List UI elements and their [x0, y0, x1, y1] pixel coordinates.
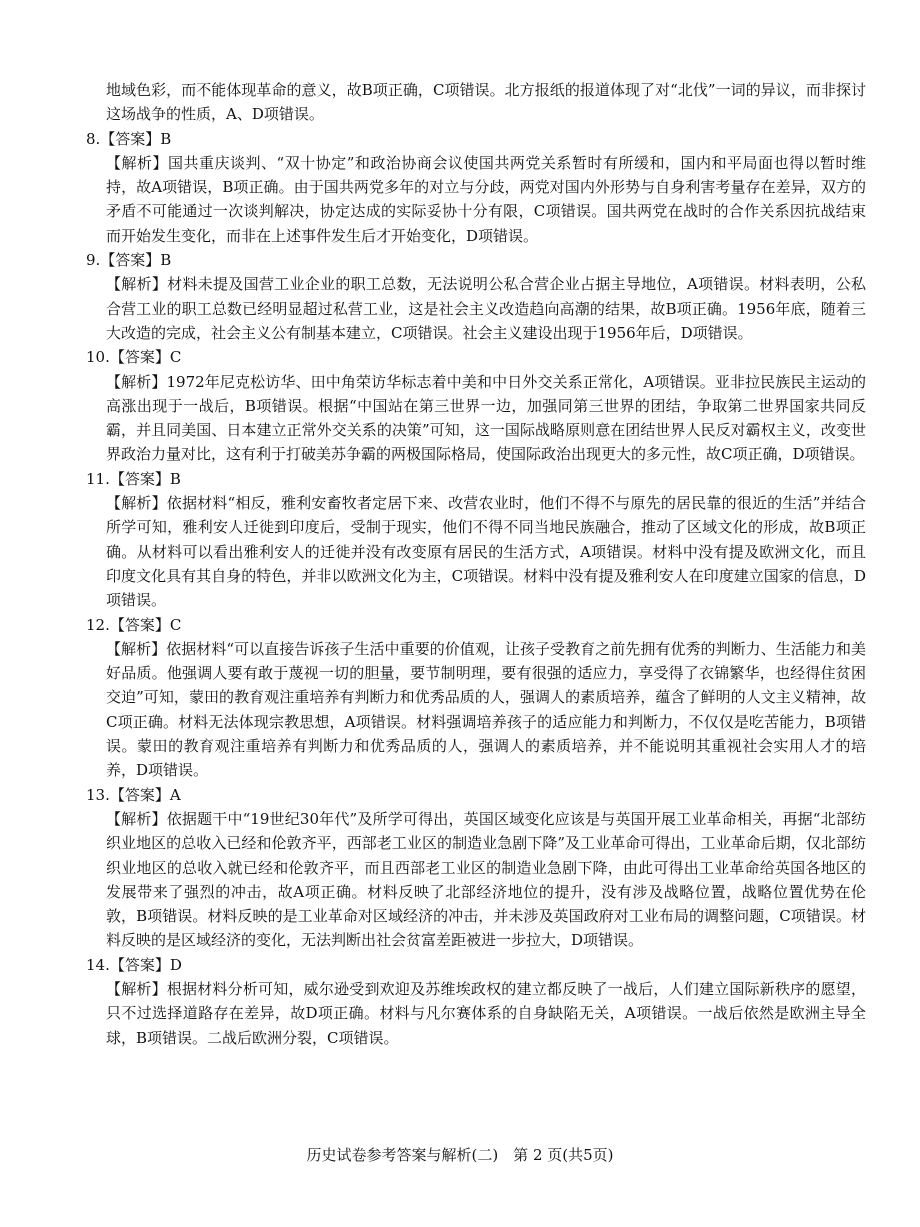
q13-explanation: 【解析】依据题干中“19世纪30年代”及所学可得出，英国区域变化应该是与英国开展工业革命相关，再据“北部纺织业地区的总收入已经和伦敦齐平，西部老工业区的制造业急剧下降”及工业革命可得出，工业革命后期，仅北部纺织业地区的总收入就已经和伦敦齐平，而且西部老工业区的制造业急剧下降，由此可得出工业革命给英国各地区的发展带来了强烈的冲击，故A项正确。材料反映了北部经济地位的提升，没有涉及战略位置，战略位置优势在伦敦，B项错误。材料反映的是工业革命对区域经济的冲击，并未涉及英国政府对工业布局的调整问题，C项错误。材料反映的是区域经济的变化，无法判断出社会贫富差距被进一步拉大，D项错误。 — [106, 809, 866, 950]
q9-answer: 9.【答案】B — [86, 251, 172, 270]
q11-answer: 11.【答案】B — [86, 469, 181, 488]
page-footer: 历史试卷参考答案与解析(二) 第 2 页(共5页) — [306, 1146, 614, 1164]
q12-answer: 12.【答案】C — [86, 615, 182, 634]
q7-explanation-continued: 地域色彩，而不能体现革命的意义，故B项正确，C项错误。北方报纸的报道体现了对“北伐”一词的异议，而非探讨这场战争的性质，A、D项错误。 — [106, 81, 866, 124]
q14-explanation: 【解析】根据材料分析可知，威尔逊受到欢迎及苏维埃政权的建立都反映了一战后，人们建立国际新秩序的愿望，只不过选择道路存在差异，故D项正确。材料与凡尔赛体系的自身缺陷无关，A项错误。一战后依然是欧洲主导全球，B项错误。二战后欧洲分裂，C项错误。 — [106, 979, 866, 1047]
q13-answer: 13.【答案】A — [86, 785, 181, 804]
q8-answer: 8.【答案】B — [86, 129, 172, 148]
q11-explanation: 【解析】依据材料“相反，雅利安畜牧者定居下来、改营农业时，他们不得不与原先的居民靠的很近的生活”并结合所学可知，雅利安人迁徙到印度后，受制于现实，他们不得不同当地民族融合，推动了区域文化的形成，故B项正确。从材料可以看出雅利安人的迁徙并没有改变原有居民的生活方式，A项错误。材料中没有提及欧洲文化，而且印度文化具有其自身的特色，并非以欧洲文化为主，C项错误。材料中没有提及雅利安人在印度建立国家的信息，D项错误。 — [106, 494, 866, 610]
q12-explanation: 【解析】依据材料“可以直接告诉孩子生活中重要的价值观，让孩子受教育之前先拥有优秀的判断力、生活能力和美好品质。他强调人要有敢于蔑视一切的胆量，要节制明理，要有很强的适应力，享受得了衣锦繁华，也经得住贫困交迫”可知，蒙田的教育观注重培养有判断力和优秀品质的人，强调人的素质培养，蕴含了鲜明的人文主义精神，故C项正确。材料无法体现宗教思想，A项错误。材料强调培养孩子的适应能力和判断力，不仅仅是吃苦能力，B项错误。蒙田的教育观注重培养有判断力和优秀品质的人，强调人的素质培养，并不能说明其重视社会实用人才的培养，D项错误。 — [106, 639, 866, 780]
answer-content — [86, 78, 866, 1050]
q9-explanation: 【解析】材料未提及国营工业企业的职工总数，无法说明公私合营企业占据主导地位，A项错误。材料表明，公私合营工业的职工总数已经明显超过私营工业，这是社会主义改造趋向高潮的结果，故B项正确。1956年底，随着三大改造的完成，社会主义公有制基本建立，C项错误。社会主义建设出现于1956年后，D项错误。 — [106, 275, 866, 342]
q10-explanation: 【解析】1972年尼克松访华、田中角荣访华标志着中美和中日外交关系正常化，A项错误。亚非拉民族民主运动的高涨出现于一战后，B项错误。根据“中国站在第三世界一边，加强同第三世界的团结，争取第二世界国家共同反霸，并且同美国、日本建立正常外交关系的决策”可知，这一国际战略原则意在团结世界人民反对霸权主义，改变世界政治力量对比，这有利于打破美苏争霸的两极国际格局，使国际政治出现更大的多元性，故C项正确，D项错误。 — [106, 372, 866, 464]
q8-explanation: 【解析】国共重庆谈判、“双十协定”和政治协商会议使国共两党关系暂时有所缓和，国内和平局面也得以暂时维持，故A项错误，B项正确。由于国共两党多年的对立与分歧，两党对国内外形势与自身利害考量存在差异，双方的矛盾不可能通过一次谈判解决，协定达成的实际妥协十分有限，C项错误。国共两党在战时的合作关系因抗战结束而开始发生变化，而非在上述事件发生后才开始变化，D项错误。 — [106, 153, 866, 245]
q10-answer: 10.【答案】C — [86, 348, 182, 367]
q14-answer: 14.【答案】D — [86, 955, 182, 974]
